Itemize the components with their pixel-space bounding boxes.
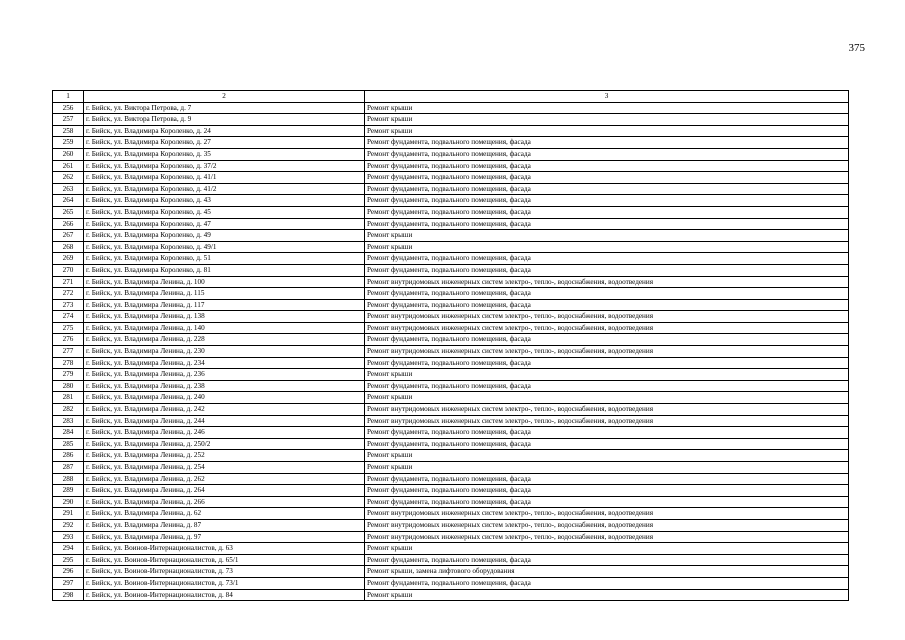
row-number: 263: [53, 183, 84, 195]
row-address: г. Бийск, ул. Владимира Ленина, д. 250/2: [84, 438, 365, 450]
table-row: [53, 473, 849, 485]
row-number: 264: [53, 195, 84, 207]
row-work-type: Ремонт крыши: [365, 450, 849, 462]
row-number: 271: [53, 276, 84, 288]
table-row: [53, 380, 849, 392]
row-work-type: Ремонт фундамента, подвального помещения, фасада: [365, 485, 849, 497]
row-number: 296: [53, 566, 84, 578]
table-row: [53, 519, 849, 531]
row-address: г. Бийск, ул. Воинов-Интернационалистов, д. 65/1: [84, 554, 365, 566]
table-row: [53, 218, 849, 230]
row-number: 261: [53, 160, 84, 172]
row-work-type: Ремонт крыши: [365, 462, 849, 474]
row-work-type: Ремонт крыши: [365, 125, 849, 137]
table-row: [53, 543, 849, 555]
row-work-type: Ремонт фундамента, подвального помещения, фасада: [365, 288, 849, 300]
row-work-type: Ремонт фундамента, подвального помещения, фасада: [365, 183, 849, 195]
table-row: [53, 230, 849, 242]
row-address: г. Бийск, ул. Владимира Короленко, д. 47: [84, 218, 365, 230]
row-work-type: Ремонт фундамента, подвального помещения, фасада: [365, 299, 849, 311]
row-address: г. Бийск, ул. Владимира Ленина, д. 264: [84, 485, 365, 497]
row-number: 266: [53, 218, 84, 230]
table-row: [53, 334, 849, 346]
row-number: 278: [53, 357, 84, 369]
row-address: г. Бийск, ул. Владимира Ленина, д. 230: [84, 346, 365, 358]
table-row: [53, 566, 849, 578]
row-work-type: Ремонт крыши: [365, 102, 849, 114]
repair-table: [52, 90, 849, 601]
row-work-type: Ремонт внутридомовых инженерных систем электро-, тепло-, водоснабжения, водоотведения: [365, 322, 849, 334]
row-address: г. Бийск, ул. Владимира Ленина, д. 252: [84, 450, 365, 462]
row-number: 270: [53, 264, 84, 276]
row-number: 258: [53, 125, 84, 137]
row-address: г. Бийск, ул. Владимира Ленина, д. 254: [84, 462, 365, 474]
row-number: 286: [53, 450, 84, 462]
row-number: 289: [53, 485, 84, 497]
table-row: [53, 264, 849, 276]
row-address: г. Бийск, ул. Владимира Ленина, д. 87: [84, 519, 365, 531]
row-work-type: Ремонт фундамента, подвального помещения, фасада: [365, 496, 849, 508]
row-number: 272: [53, 288, 84, 300]
table-row: [53, 276, 849, 288]
table-row: [53, 589, 849, 601]
row-work-type: Ремонт внутридомовых инженерных систем электро-, тепло-, водоснабжения, водоотведения: [365, 531, 849, 543]
row-number: 276: [53, 334, 84, 346]
table-row: [53, 172, 849, 184]
row-work-type: Ремонт крыши: [365, 241, 849, 253]
table-row: [53, 288, 849, 300]
table-row: [53, 195, 849, 207]
table-row: [53, 369, 849, 381]
row-number: 285: [53, 438, 84, 450]
row-work-type: Ремонт фундамента, подвального помещения, фасада: [365, 334, 849, 346]
row-work-type: Ремонт крыши: [365, 392, 849, 404]
row-work-type: Ремонт внутридомовых инженерных систем электро-, тепло-, водоснабжения, водоотведения: [365, 276, 849, 288]
row-number: 287: [53, 462, 84, 474]
row-work-type: Ремонт внутридомовых инженерных систем электро-, тепло-, водоснабжения, водоотведения: [365, 404, 849, 416]
row-number: 280: [53, 380, 84, 392]
row-number: 256: [53, 102, 84, 114]
row-work-type: Ремонт фундамента, подвального помещения, фасада: [365, 137, 849, 149]
row-number: 291: [53, 508, 84, 520]
repair-table-body: [53, 91, 849, 601]
row-address: г. Бийск, ул. Владимира Ленина, д. 244: [84, 415, 365, 427]
row-address: г. Бийск, ул. Владимира Короленко, д. 81: [84, 264, 365, 276]
table-row: [53, 183, 849, 195]
row-number: 260: [53, 148, 84, 160]
row-address: г. Бийск, ул. Владимира Короленко, д. 27: [84, 137, 365, 149]
row-number: 290: [53, 496, 84, 508]
row-work-type: Ремонт фундамента, подвального помещения, фасада: [365, 577, 849, 589]
table-row: [53, 462, 849, 474]
header-col-1: 1: [53, 91, 84, 103]
row-number: 277: [53, 346, 84, 358]
row-address: г. Бийск, ул. Владимира Ленина, д. 97: [84, 531, 365, 543]
row-work-type: Ремонт фундамента, подвального помещения, фасада: [365, 380, 849, 392]
row-work-type: Ремонт фундамента, подвального помещения, фасада: [365, 206, 849, 218]
row-address: г. Бийск, ул. Владимира Ленина, д. 100: [84, 276, 365, 288]
row-number: 292: [53, 519, 84, 531]
row-work-type: Ремонт фундамента, подвального помещения, фасада: [365, 554, 849, 566]
row-work-type: Ремонт внутридомовых инженерных систем электро-, тепло-, водоснабжения, водоотведения: [365, 346, 849, 358]
table-row: [53, 554, 849, 566]
row-number: 295: [53, 554, 84, 566]
row-address: г. Бийск, ул. Владимира Ленина, д. 138: [84, 311, 365, 323]
row-work-type: Ремонт крыши, замена лифтового оборудования: [365, 566, 849, 578]
table-row: [53, 577, 849, 589]
row-work-type: Ремонт фундамента, подвального помещения, фасада: [365, 195, 849, 207]
row-address: г. Бийск, ул. Владимира Короленко, д. 41/1: [84, 172, 365, 184]
table-row: [53, 299, 849, 311]
row-address: г. Бийск, ул. Владимира Ленина, д. 238: [84, 380, 365, 392]
row-address: г. Бийск, ул. Владимира Ленина, д. 242: [84, 404, 365, 416]
row-number: 279: [53, 369, 84, 381]
row-address: г. Бийск, ул. Владимира Ленина, д. 236: [84, 369, 365, 381]
table-row: [53, 392, 849, 404]
table-row: [53, 427, 849, 439]
row-address: г. Бийск, ул. Владимира Короленко, д. 35: [84, 148, 365, 160]
row-address: г. Бийск, ул. Владимира Ленина, д. 117: [84, 299, 365, 311]
table-row: [53, 346, 849, 358]
row-work-type: Ремонт фундамента, подвального помещения, фасада: [365, 473, 849, 485]
table-row: [53, 311, 849, 323]
page-number: 375: [848, 42, 865, 54]
row-address: г. Бийск, ул. Владимира Ленина, д. 140: [84, 322, 365, 334]
table-row: [53, 485, 849, 497]
row-address: г. Бийск, ул. Владимира Короленко, д. 37/2: [84, 160, 365, 172]
row-number: 281: [53, 392, 84, 404]
row-address: г. Бийск, ул. Виктора Петрова, д. 9: [84, 114, 365, 126]
row-number: 265: [53, 206, 84, 218]
table-row: [53, 253, 849, 265]
row-number: 298: [53, 589, 84, 601]
row-number: 275: [53, 322, 84, 334]
row-number: 267: [53, 230, 84, 242]
row-address: г. Бийск, ул. Владимира Короленко, д. 49: [84, 230, 365, 242]
row-address: г. Бийск, ул. Владимира Ленина, д. 240: [84, 392, 365, 404]
row-number: 262: [53, 172, 84, 184]
row-address: г. Бийск, ул. Владимира Ленина, д. 234: [84, 357, 365, 369]
table-row: [53, 357, 849, 369]
row-work-type: Ремонт фундамента, подвального помещения, фасада: [365, 427, 849, 439]
row-address: г. Бийск, ул. Владимира Ленина, д. 62: [84, 508, 365, 520]
row-work-type: Ремонт фундамента, подвального помещения, фасада: [365, 253, 849, 265]
header-col-2: 2: [84, 91, 365, 103]
row-address: г. Бийск, ул. Воинов-Интернационалистов, д. 84: [84, 589, 365, 601]
row-work-type: Ремонт внутридомовых инженерных систем электро-, тепло-, водоснабжения, водоотведения: [365, 415, 849, 427]
row-work-type: Ремонт фундамента, подвального помещения, фасада: [365, 218, 849, 230]
row-work-type: Ремонт крыши: [365, 114, 849, 126]
row-work-type: Ремонт фундамента, подвального помещения, фасада: [365, 160, 849, 172]
row-number: 274: [53, 311, 84, 323]
row-address: г. Бийск, ул. Виктора Петрова, д. 7: [84, 102, 365, 114]
row-address: г. Бийск, ул. Владимира Короленко, д. 41/2: [84, 183, 365, 195]
row-work-type: Ремонт фундамента, подвального помещения, фасада: [365, 357, 849, 369]
row-work-type: Ремонт крыши: [365, 589, 849, 601]
row-work-type: Ремонт фундамента, подвального помещения, фасада: [365, 438, 849, 450]
row-number: 283: [53, 415, 84, 427]
row-work-type: Ремонт крыши: [365, 230, 849, 242]
table-row: [53, 450, 849, 462]
table-row: [53, 415, 849, 427]
row-work-type: Ремонт крыши: [365, 543, 849, 555]
row-number: 269: [53, 253, 84, 265]
row-work-type: Ремонт фундамента, подвального помещения, фасада: [365, 172, 849, 184]
row-address: г. Бийск, ул. Владимира Ленина, д. 266: [84, 496, 365, 508]
row-address: г. Бийск, ул. Владимира Короленко, д. 24: [84, 125, 365, 137]
table-row: [53, 241, 849, 253]
table-row: [53, 102, 849, 114]
table-row: [53, 206, 849, 218]
table-row: [53, 531, 849, 543]
row-address: г. Бийск, ул. Владимира Короленко, д. 51: [84, 253, 365, 265]
header-col-3: 3: [365, 91, 849, 103]
row-address: г. Бийск, ул. Владимира Короленко, д. 45: [84, 206, 365, 218]
row-number: 257: [53, 114, 84, 126]
row-address: г. Бийск, ул. Владимира Короленко, д. 49/1: [84, 241, 365, 253]
row-address: г. Бийск, ул. Владимира Ленина, д. 262: [84, 473, 365, 485]
row-work-type: Ремонт внутридомовых инженерных систем электро-, тепло-, водоснабжения, водоотведения: [365, 311, 849, 323]
table-row: [53, 438, 849, 450]
row-address: г. Бийск, ул. Владимира Короленко, д. 43: [84, 195, 365, 207]
row-number: 288: [53, 473, 84, 485]
row-number: 282: [53, 404, 84, 416]
row-number: 294: [53, 543, 84, 555]
row-address: г. Бийск, ул. Воинов-Интернационалистов, д. 73/1: [84, 577, 365, 589]
row-address: г. Бийск, ул. Владимира Ленина, д. 228: [84, 334, 365, 346]
row-number: 268: [53, 241, 84, 253]
row-work-type: Ремонт внутридомовых инженерных систем электро-, тепло-, водоснабжения, водоотведения: [365, 519, 849, 531]
row-number: 293: [53, 531, 84, 543]
row-number: 284: [53, 427, 84, 439]
row-work-type: Ремонт фундамента, подвального помещения, фасада: [365, 148, 849, 160]
table-row: [53, 125, 849, 137]
row-number: 297: [53, 577, 84, 589]
table-row: [53, 508, 849, 520]
table-row: [53, 114, 849, 126]
table-row: [53, 148, 849, 160]
row-number: 273: [53, 299, 84, 311]
table-row: [53, 137, 849, 149]
table-row: [53, 496, 849, 508]
table-row: [53, 160, 849, 172]
table-row: [53, 404, 849, 416]
table-header-row: [53, 91, 849, 103]
row-number: 259: [53, 137, 84, 149]
row-address: г. Бийск, ул. Воинов-Интернационалистов, д. 73: [84, 566, 365, 578]
row-work-type: Ремонт внутридомовых инженерных систем электро-, тепло-, водоснабжения, водоотведения: [365, 508, 849, 520]
row-address: г. Бийск, ул. Владимира Ленина, д. 115: [84, 288, 365, 300]
row-work-type: Ремонт крыши: [365, 369, 849, 381]
row-work-type: Ремонт фундамента, подвального помещения, фасада: [365, 264, 849, 276]
table-row: [53, 322, 849, 334]
row-address: г. Бийск, ул. Владимира Ленина, д. 246: [84, 427, 365, 439]
row-address: г. Бийск, ул. Воинов-Интернационалистов, д. 63: [84, 543, 365, 555]
